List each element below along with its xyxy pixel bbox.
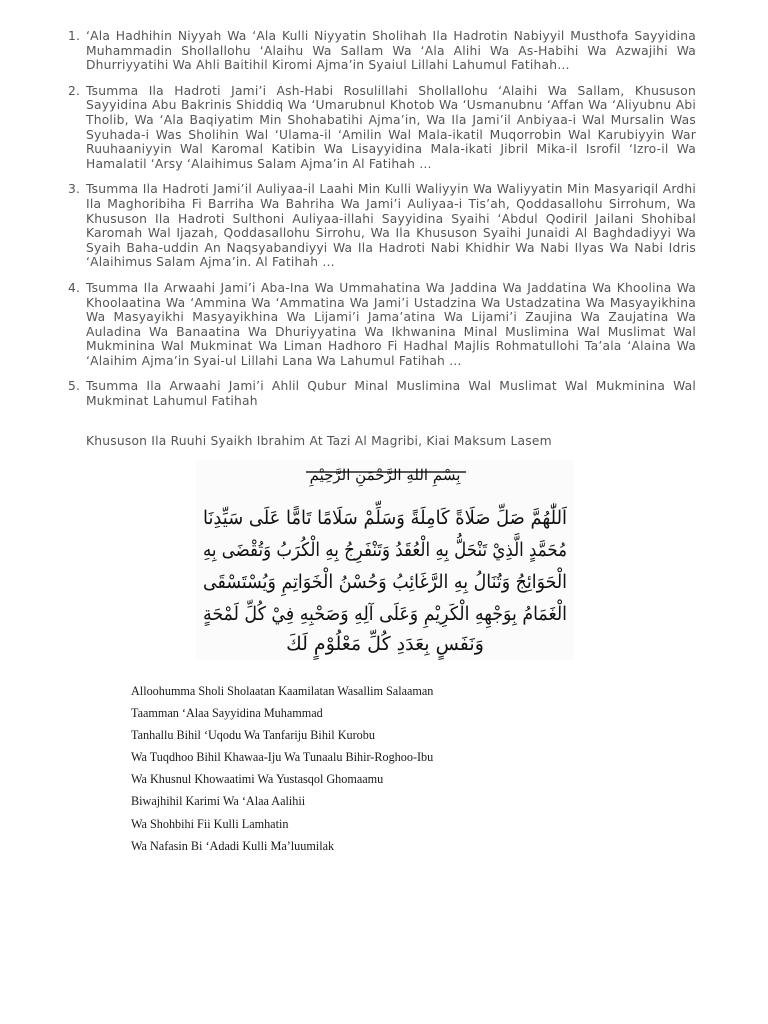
transliteration-line: Wa Shohbihi Fii Kulli Lamhatin (131, 816, 289, 831)
item-number: 3. (68, 182, 81, 197)
list-item (68, 182, 696, 270)
item-text: Tsumma Ila Hadroti Jami’il Auliyaa-il Laahi Min Kulli Waliyyin Wa Waliyyatin Min Masyariqil Ardhi Ila Maghoribiha Fi Barriha Wa Bahriha Wa Jami’i Auliyaa-i Tis’ah, Qoddasallohu Sirrohum, Wa Khususon Ila Hadroti Sulthoni Auliyaa-illahi Sayyidina Syaihi ‘Abdul Qodiril Jailani Shohibal Karomah Wal Ijazah, Qoddasallohu Sirrohu, Wa Ila Khususon Syaihi Junaidi Al Baghdadiyyi Wa Syaih Baha-uddin An Naqsyabandiyyi Wa Ila Hadroti Nabi Khidhir Wa Nabi Ilyas Wa Nabi Idris ‘Alaihimus Salam Ajma’in. Al Fatihah … (86, 182, 696, 270)
item-text: Tsumma Ila Arwaahi Jami’i Aba-Ina Wa Ummahatina Wa Jaddina Wa Jaddatina Wa Khoolina Wa Khoolaatina Wa ‘Ammina Wa ‘Ammatina Wa Jami’i Ustadzina Wa Ustadzatina Wa Masyayikhina Wa Masyayikhi Masyayikhina Wa Lijami’i Jama’atina Wa Lijami’i Zaujina Wa Zaujatina Wa Auladina Wa Banaatina Wa Dhuriyyatina Wa Ikhwanina Minal Muslimina Wal Muslimat Wal Mukminina Wal Mukminat Wa Liman Hadhoro Fi Hadhal Majlis Rohmatullohi Ta’ala ‘Alaina Wa ‘Alaihim Ajma’in Syai-ul Lillahi Lana Wa Lahumul Fatihah … (86, 280, 696, 368)
transliteration-line: Wa Khusnul Khowaatimi Wa Yustasqol Ghomaamu (131, 772, 384, 787)
transliteration-line: Wa Tuqdhoo Bihil Khawaa-Iju Wa Tunaalu Bihir-Roghoo-Ibu (131, 750, 434, 765)
transliteration-line: Taamman ‘Alaa Sayyidina Muhammad (131, 706, 323, 721)
item-number: 4. (68, 280, 81, 295)
transliteration-line: Tanhallu Bihil ‘Uqodu Wa Tanfariju Bihil Kurobu (131, 728, 375, 743)
item-number: 1. (68, 29, 81, 43)
list-item (68, 281, 696, 369)
arabic-line: مُحَمَّدٍ الَّذِيْ تَنْحَلُّ بِهِ الْعُقَدُ وَتَنْفَرِجُ بِهِ الْكُرَبُ وَتُقْضَى بِهِ (203, 539, 620, 561)
latin-transliteration (131, 680, 631, 857)
item-number: 2. (68, 83, 81, 98)
arabic-line: الْغَمَامُ بِوَجْهِهِ الْكَرِيْمِ وَعَلَى آلِهِ وَصَحْبِهِ فِيْ كُلِّ لَمْحَةٍ (203, 603, 601, 625)
basmalah-line: بِسْمِ اللهِ الرَّحْمَنِ الرَّحِيْمِ (309, 466, 461, 484)
item-text: Tsumma Ila Arwaahi Jami’i Ahlil Qubur Minal Muslimina Wal Muslimat Wal Mukminina Wal Mukminat Lahumul Fatihah (86, 379, 696, 409)
transliteration-line: Wa Nafasin Bi ‘Adadi Kulli Ma’luumilak (131, 838, 335, 853)
list-item (68, 29, 696, 73)
list-item (68, 379, 696, 408)
prayer-list (68, 29, 696, 420)
arabic-calligraphy-image (196, 460, 620, 660)
list-item (68, 84, 696, 172)
item-text: ‘Ala Hadhihin Niyyah Wa ‘Ala Kulli Niyyatin Sholihah Ila Hadrotin Nabiyyil Musthofa Sayyidina Muhammadin Shollallohu ‘Alaihu Wa Sallam Wa ‘Ala Alihi Wa As-Habihi Wa Azwajihi Wa Dhurriyyatihi Wa Ahli Baitihil Kiromi Ajma’in Syaiul Lillahi Lahumul Fatihah… (86, 29, 696, 73)
transliteration-line: Alloohumma Sholi Sholaatan Kaamilatan Wasallim Salaaman (131, 684, 434, 698)
arabic-line: الْحَوَائِجُ وَتُنَالُ بِهِ الرَّغَائِبُ وَحُسْنُ الْخَوَاتِمِ وَيُسْتَسْقَى (203, 571, 600, 593)
dedication-line: Khususon Ila Ruuhi Syaikh Ibrahim At Tazi Al Magribi, Kiai Maksum Lasem (86, 434, 552, 448)
arabic-line: اَللّٰهُمَّ صَلِّ صَلَاةً كَامِلَةً وَسَلِّمْ سَلَامًا تَامًّا عَلَى سَيِّدِنَا (203, 507, 590, 529)
transliteration-line: Biwajhihil Karimi Wa ‘Alaa Aalihii (131, 794, 306, 809)
item-text: Tsumma Ila Hadroti Jami’i Ash-Habi Rosulillahi Shollallohu ‘Alaihi Wa Sallam, Khususon Sayyidina Abu Bakrinis Shiddiq Wa ‘Umarubnul Khotob Wa ‘Usmanubnu ‘Affan Wa ‘Aliyubnu Abi Tholib, Wa ‘Ala Baqiyatim Min Shohabatihi Ajma’in, Wa Ila Jami’il Anbiyaa-i Wal Mursalin Was Syuhada-i Was Sholihin Wal ‘Ulama-il ‘Amilin Wal Mala-ikatil Muqorrobin Wal Karubiyyin War Ruuhaaniyyin Wal Karomal Katibin Wa Lisayyidina Mala-ikati Jibril Mika-il Isrofil ‘Izro-il Wa Hamalatil ‘Arsy ‘Alaihimus Salam Ajma’in Al Fatihah … (86, 83, 696, 171)
arabic-line: وَنَفَسٍ بِعَدَدِ كُلِّ مَعْلُوْمٍ لَكَ (286, 633, 484, 655)
item-number: 5. (68, 379, 81, 394)
